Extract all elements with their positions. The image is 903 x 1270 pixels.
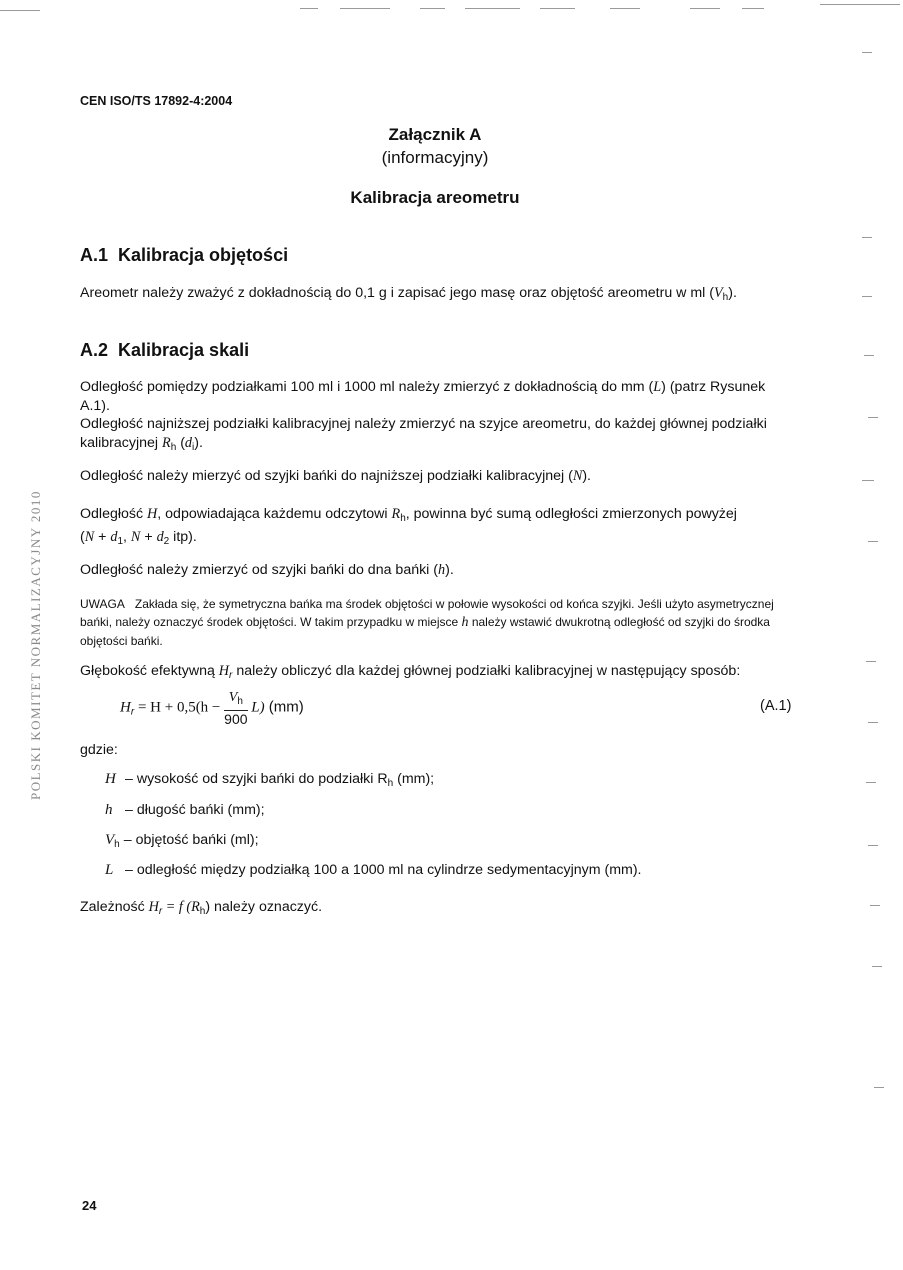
definition-H	[105, 771, 434, 789]
text: (	[176, 435, 185, 451]
annex-heading: Kalibracja areometru	[350, 188, 520, 207]
watermark: POLSKI KOMITET NORMALIZACYJNY 2010	[28, 490, 43, 800]
scan-mark	[866, 782, 876, 783]
scan-mark	[862, 296, 872, 297]
scan-mark	[0, 10, 40, 11]
subscript: h	[387, 778, 394, 789]
subscript: h	[114, 839, 120, 850]
definition-Vh	[105, 832, 259, 850]
paragraph-final-relation	[80, 898, 792, 921]
math-symbol: d	[184, 435, 193, 451]
math-symbol: N	[130, 529, 141, 545]
text: Odległość najniższej podziałki kalibracyjnej należy zmierzyć na szyjce areometru, do każdej głównej podziałki kalibracyjnej	[80, 416, 767, 451]
scan-mark	[610, 8, 640, 9]
text: Głębokość efektywną	[80, 663, 219, 679]
math-symbol: H	[148, 899, 159, 915]
definition-symbol: H	[105, 771, 116, 787]
text: Areometr należy zważyć z dokładnością do 0,1 g i zapisać jego masę oraz objętość areometru w ml (	[80, 285, 714, 301]
paragraph-neck-distance	[80, 467, 792, 486]
math-symbol: N	[84, 529, 95, 545]
scan-mark	[864, 355, 874, 356]
math-symbol: H	[218, 663, 230, 679]
fraction-denominator: 900	[224, 711, 248, 727]
paragraph-sum-distances	[80, 505, 792, 551]
fraction	[224, 688, 247, 727]
text: (	[80, 529, 85, 545]
equation-a1	[120, 688, 320, 728]
subscript: i	[192, 442, 195, 453]
definition-text: – objętość bańki (ml);	[123, 832, 259, 848]
subscript: h	[170, 442, 177, 453]
definition-symbol: V	[105, 832, 115, 848]
text: ) (patrz Rysunek A.1).	[80, 379, 766, 414]
scan-mark	[862, 480, 874, 481]
text: Odległość	[80, 506, 148, 522]
scan-mark	[820, 4, 900, 5]
text: Odległość pomiędzy podziałkami 100 ml i 1000 ml należy zmierzyć z dokładnością do mm (	[80, 379, 654, 395]
definition-symbol: h	[105, 802, 113, 818]
math-expression: = f (R	[162, 899, 200, 915]
scan-mark	[872, 966, 882, 967]
section-number: A.2	[80, 340, 109, 360]
scan-mark	[742, 8, 764, 9]
text: Zależność	[80, 899, 149, 915]
text: należy wstawić dwukrotną odległość od szyjki do środka objętości bańki.	[80, 615, 770, 648]
math-symbol: R	[162, 435, 171, 451]
math-symbol: d	[110, 529, 118, 545]
unit: (mm)	[264, 698, 304, 716]
scan-mark	[868, 417, 878, 418]
text: ).	[194, 435, 203, 451]
annex-subtitle: (informacyjny)	[381, 148, 489, 167]
scan-mark	[862, 52, 872, 53]
definition-text: – wysokość od szyjki bańki do podziałki R	[125, 771, 388, 787]
text: +	[94, 529, 111, 545]
math-symbol: H	[147, 506, 158, 522]
definition-text: – odległość między podziałką 100 a 1000 ml na cylindrze sedymentacyjnym (mm).	[125, 862, 642, 878]
subscript: h	[237, 696, 243, 707]
subscript: r	[130, 706, 135, 718]
text: Odległość należy zmierzyć od szyjki bańki do dna bańki (	[80, 562, 439, 578]
text: należy obliczyć dla każdej głównej podziałki kalibracyjnej w następujący sposób:	[232, 663, 741, 679]
text: ).	[728, 285, 737, 301]
paragraph-lowest-graduation	[80, 415, 792, 457]
text: ).	[582, 468, 591, 484]
subscript: h	[199, 906, 206, 917]
text: ,	[123, 529, 131, 545]
paragraph-bulb-bottom	[80, 561, 792, 580]
scan-mark	[340, 8, 390, 9]
subscript: 1	[117, 536, 124, 547]
math-symbol: L	[653, 379, 662, 395]
section-number: A.1	[80, 245, 109, 265]
where-label: gdzie:	[80, 742, 118, 758]
scan-mark	[465, 8, 520, 9]
standard-id: CEN ISO/TS 17892-4:2004	[80, 94, 233, 108]
math-symbol: V	[228, 690, 238, 705]
paragraph-effective-depth	[80, 662, 792, 685]
scan-mark	[868, 541, 878, 542]
definition-symbol: L	[105, 862, 114, 878]
subscript: h	[400, 513, 406, 524]
section-a1-heading	[80, 245, 288, 266]
subscript: r	[158, 906, 163, 917]
scan-mark	[868, 845, 878, 846]
paragraph-volume-calibration	[80, 284, 792, 307]
scan-mark	[874, 1087, 884, 1088]
scan-mark	[540, 8, 575, 9]
math-symbol: N	[572, 468, 583, 484]
subscript: r	[229, 670, 233, 681]
scan-mark	[420, 8, 445, 9]
section-title: Kalibracja objętości	[118, 245, 289, 265]
math-symbol: R	[391, 506, 401, 522]
page-number: 24	[82, 1198, 97, 1213]
section-title: Kalibracja skali	[118, 340, 250, 360]
subscript: h	[722, 292, 729, 303]
scan-mark	[868, 722, 878, 723]
equation-number: (A.1)	[760, 698, 792, 714]
math-symbol: V	[714, 285, 723, 301]
scan-mark	[300, 8, 318, 9]
scan-mark	[690, 8, 720, 9]
definition-text: – długość bańki (mm);	[125, 802, 265, 818]
equation-part: = H + 0,5(h −	[134, 699, 225, 716]
math-symbol: h	[438, 562, 446, 578]
note-label: UWAGA	[80, 597, 125, 611]
equation-part: L)	[247, 699, 265, 716]
text: ).	[445, 562, 454, 578]
text: Zakłada się, że symetryczna bańka ma środek objętości w połowie wysokości od końca szyjki. Jeśli użyto asymetrycznej bańki, należy oznaczyć środek objętości. W takim przypadku w miejsce	[80, 597, 774, 629]
text: Odległość należy mierzyć od szyjki bańki do najniższej podziałki kalibracyjnej (	[80, 468, 573, 484]
section-a2-heading	[80, 340, 249, 361]
definition-h	[105, 802, 265, 819]
scan-mark	[866, 661, 876, 662]
text: ) należy oznaczyć.	[205, 899, 323, 915]
subscript: 2	[163, 536, 170, 547]
text: , odpowiadająca każdemu odczytowi	[157, 506, 392, 522]
annex-title: Załącznik A	[388, 125, 482, 144]
note-block	[80, 595, 795, 650]
text: , powinna być sumą odległości zmierzonych powyżej	[405, 506, 737, 522]
text: itp).	[169, 529, 197, 545]
definition-L	[105, 862, 642, 879]
math-symbol: d	[156, 529, 164, 545]
math-symbol: H	[120, 699, 131, 716]
math-symbol: h	[461, 615, 469, 630]
scan-mark	[862, 237, 872, 238]
scan-mark	[870, 905, 880, 906]
paragraph-distance-graduations	[80, 378, 792, 416]
text: (mm);	[393, 771, 435, 787]
text: +	[140, 529, 157, 545]
